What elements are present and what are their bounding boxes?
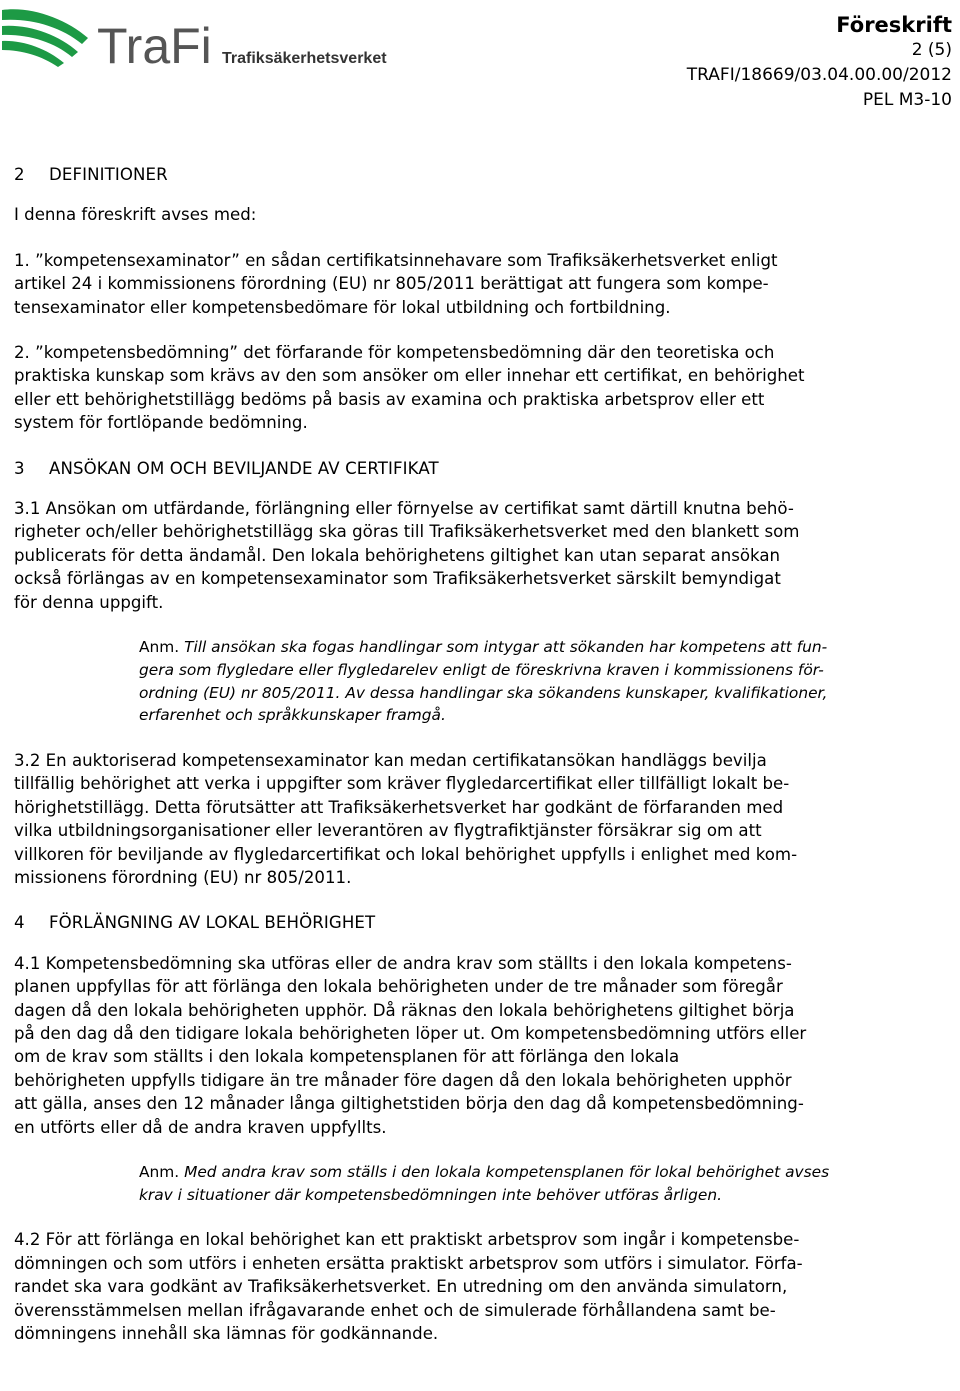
trafi-logo — [0, 0, 400, 80]
text-line: också förlängas av en kompetensexaminator som Trafiksäkerhetsverket särskilt bemyndigat — [14, 569, 781, 589]
text-line: behörigheten uppfylls tidigare än tre månader före dagen då den lokala behörigheten upphör — [14, 1070, 792, 1090]
text-line: gera som flygledare eller flygledarelev enligt de föreskrivna kraven i kommissionens för- — [139, 660, 824, 679]
paragraph-4-1 — [14, 952, 954, 1139]
text-line — [139, 1161, 954, 1184]
document-meta — [687, 12, 952, 113]
text-line: hörighetstillägg. Detta förutsätter att Trafiksäkerhetsverket har godkänt de förfaranden med — [14, 797, 784, 817]
section-number: 4 — [14, 913, 25, 933]
text-line — [139, 636, 954, 659]
section-heading-renewal — [14, 911, 954, 934]
text-line: 2. ”kompetensbedömning” det förfarande för kompetensbedömning där den teoretiska och — [14, 343, 775, 363]
text-line: system för fortlöpande bedömning. — [14, 413, 308, 433]
text-line: villkoren för beviljande av flygledarcertifikat och lokal behörighet uppfylls i enlighet med kom- — [14, 844, 798, 864]
paragraph-3-1 — [14, 497, 954, 614]
text-line: för denna uppgift. — [14, 592, 164, 612]
intro-text: I denna föreskrift avses med: — [14, 205, 257, 225]
logo-graphic — [0, 0, 400, 80]
paragraph-4-2 — [14, 1228, 954, 1345]
text-line: en utförts eller då de andra kraven uppfyllts. — [14, 1117, 387, 1137]
note-label: Anm. — [139, 638, 180, 657]
section-number: 2 — [14, 165, 25, 184]
text-line: planen uppfyllas för att förlänga den lokala behörigheten under de tre månader som föregår — [14, 977, 783, 997]
text-line: att gälla, anses den 12 månader långa giltighetstiden börja den dag då kompetensbedömning- — [14, 1094, 804, 1114]
text-line: publicerats för detta ändamål. Den lokala behörighetens giltighet kan utan separat ansökan — [14, 545, 781, 565]
section-heading-application — [14, 457, 954, 480]
text-line: på den dag då den tidigare lokala behörigheten löper ut. Om kompetensbedömning utförs eller — [14, 1023, 807, 1043]
logo-org-name: Trafiksäkerhetsverket — [222, 50, 387, 67]
text-line: vilka utbildningsorganisationer eller leverantören av flygtrafiktjänster försäkrar sig om att — [14, 821, 762, 841]
section-title: ANSÖKAN OM OCH BEVILJANDE AV CERTIFIKAT — [49, 458, 439, 478]
text-line: 4.1 Kompetensbedömning ska utföras eller de andra krav som ställts i den lokala kompetens- — [14, 953, 792, 973]
text-line: 3.1 Ansökan om utfärdande, förlängning eller förnyelse av certifikat samt därtill knutna behö- — [14, 499, 794, 519]
definition-2 — [14, 341, 954, 435]
text-line: överensstämmelsen mellan ifrågavarande enhet och de simulerade förhållandena samt be- — [14, 1300, 776, 1320]
text-line: dömningens innehåll ska lämnas för godkännande. — [14, 1324, 439, 1344]
text-line: 4.2 För att förlänga en lokal behörighet kan ett praktiskt arbetsprov som ingår i kompetensbe- — [14, 1230, 800, 1250]
section-heading-definitions — [14, 163, 954, 186]
note-4-1 — [139, 1161, 954, 1206]
definition-1 — [14, 249, 954, 319]
text-line: artikel 24 i kommissionens förordning (EU) nr 805/2011 berättigat att fungera som kompe- — [14, 274, 769, 294]
text-line: krav i situationer där kompetensbedömningen inte behöver utföras årligen. — [139, 1185, 722, 1204]
document-body — [14, 163, 954, 1367]
text-line: randet ska vara godkänt av Trafiksäkerhetsverket. En utredning om den använda simulatorn, — [14, 1277, 788, 1297]
note-3-1 — [139, 636, 954, 727]
text-line: praktiska kunskap som krävs av den som ansöker om eller innehar ett certifikat, en behörighet — [14, 366, 805, 386]
text-line: ordning (EU) nr 805/2011. Av dessa handlingar ska sökandens kunskaper, kvalifikationer, — [139, 683, 828, 702]
page-header — [0, 0, 960, 120]
text-line: missionens förordning (EU) nr 805/2011. — [14, 867, 352, 887]
note-label: Anm. — [139, 1163, 180, 1181]
section-title: FÖRLÄNGNING AV LOKAL BEHÖRIGHET — [49, 913, 376, 933]
text-line: 3.2 En auktoriserad kompetensexaminator kan medan certifikatansökan handläggs bevilja — [14, 750, 767, 770]
text-line: eller ett behörighetstillägg bedöms på basis av examina och praktiska arbetsprov eller ett — [14, 389, 765, 409]
regulation-code: PEL M3-10 — [862, 90, 952, 110]
section-number: 3 — [14, 458, 25, 478]
logo-wordmark: TraFi — [97, 18, 212, 74]
text-line: dagen då den lokala behörigheten upphör. Då räknas den lokala behörighetens giltighet börja — [14, 1000, 795, 1020]
text-line: righeter och/eller behörighetstillägg ska göras till Trafiksäkerhetsverket med den blankett som — [14, 522, 800, 542]
document-type: Föreskrift — [836, 13, 952, 37]
text-line: tillfällig behörighet att verka i uppgifter som kräver flygledarcertifikat eller tillfälligt lokalt be- — [14, 774, 790, 794]
page-number: 2 (5) — [911, 40, 952, 60]
section-title: DEFINITIONER — [49, 165, 168, 184]
note-text: Till ansökan ska fogas handlingar som intygar att sökanden har kompetens att fun- — [179, 638, 828, 657]
note-text: Med andra krav som ställs i den lokala kompetensplanen för lokal behörighet avses — [179, 1163, 830, 1181]
paragraph-3-2 — [14, 749, 954, 889]
reference-number: TRAFI/18669/03.04.00.00/2012 — [686, 65, 952, 85]
text-line: erfarenhet och språkkunskaper framgå. — [139, 706, 446, 725]
text-line: dömningen och som utförs i enheten ersätta praktiskt arbetsprov som utförs i simulator. Förfa- — [14, 1253, 803, 1273]
text-line: om de krav som ställts i den lokala kompetensplanen för att förlänga den lokala — [14, 1047, 680, 1067]
text-line: tensexaminator eller kompetensbedömare för lokal utbildning och fortbildning. — [14, 297, 671, 317]
text-line: 1. ”kompetensexaminator” en sådan certifikatsinnehavare som Trafiksäkerhetsverket enligt — [14, 250, 778, 270]
